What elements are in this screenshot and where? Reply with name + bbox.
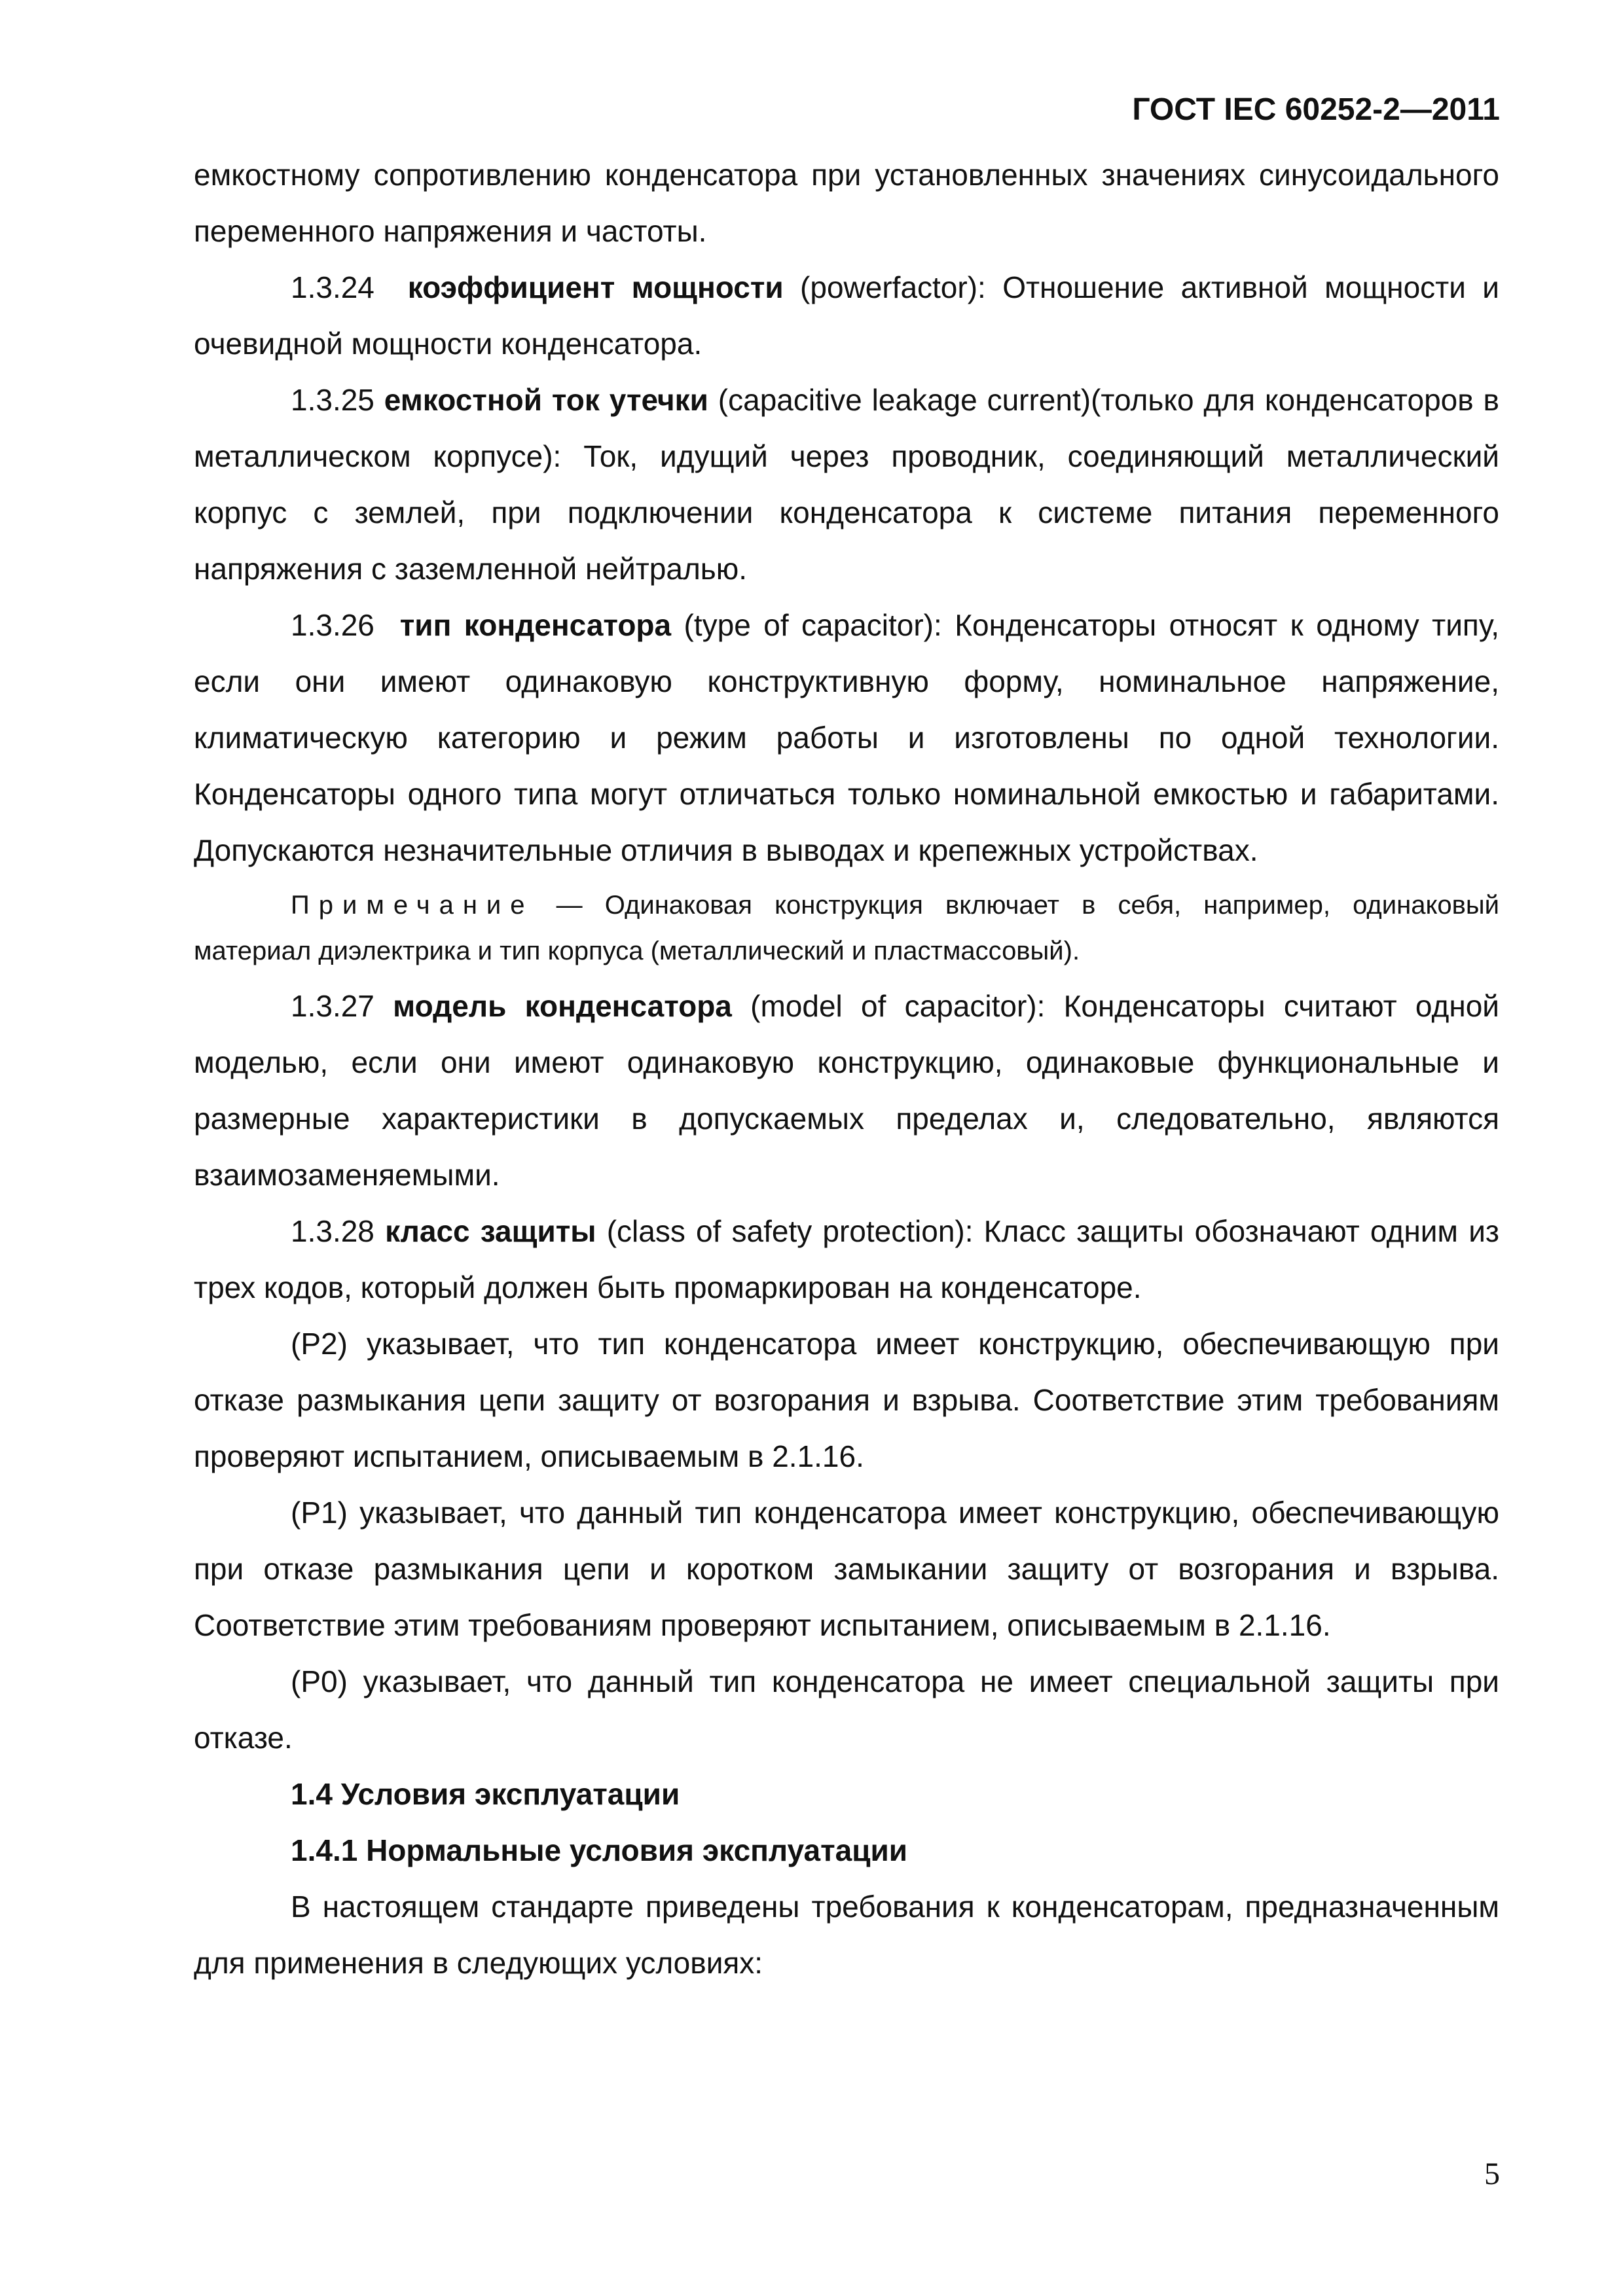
definition-text: (class of safety protection): Класс защиты обозначают одним из трех кодов, который должен быть промаркирован на конденсаторе. xyxy=(194,1214,1499,1304)
clause-number: 1.3.28 xyxy=(291,1214,374,1248)
clause-number: 1.3.24 xyxy=(291,270,374,304)
defined-term: тип конденсатора xyxy=(399,608,672,642)
paragraph-conditions-intro: В настоящем стандарте приведены требования к конденсаторам, предназначенным для применения в следующих условиях: xyxy=(194,1890,1499,1980)
note-text: — Одинаковая конструкция включает в себя, например, одинаковый материал диэлектрика и тип корпуса (металлический и пластмассовый). xyxy=(194,891,1499,965)
note-label: Примечание xyxy=(291,891,534,920)
definition-1-3-26 xyxy=(194,597,1499,878)
document-header: ГОСТ IEC 60252-2—2011 xyxy=(1132,92,1500,127)
definition-1-3-27 xyxy=(194,978,1499,1203)
page-number: 5 xyxy=(1484,2157,1500,2191)
defined-term: модель конденсатора xyxy=(393,989,732,1023)
definition-1-3-24 xyxy=(194,259,1499,372)
section-heading-1-4: 1.4 Условия эксплуатации xyxy=(291,1777,680,1811)
defined-term: класс защиты xyxy=(385,1214,596,1248)
definition-1-3-25 xyxy=(194,372,1499,597)
definition-text: (capacitive leakage current)(только для конденсаторов в металлическом корпусе): Ток, идущий через проводник, соединяющий металлический корпус с землей, при подключении конденсатора к системе питания переменного напряжения с заземленной нейтралью. xyxy=(194,383,1499,586)
section-heading-1-4-1: 1.4.1 Нормальные условия эксплуатации xyxy=(291,1833,908,1867)
definition-text: (model of capacitor): Конденсаторы считают одной моделью, если они имеют одинаковую конструкцию, одинаковые функциональные и размерные характеристики в допускаемых пределах и, следовательно, являются взаимозаменяемыми. xyxy=(194,989,1499,1192)
defined-term: емкостной ток утечки xyxy=(384,383,708,417)
note xyxy=(194,882,1499,974)
clause-number: 1.3.27 xyxy=(291,989,374,1023)
defined-term: коэффициент мощности xyxy=(407,270,784,304)
document-body xyxy=(194,147,1499,1991)
definition-text: (type of capacitor): Конденсаторы относят к одному типу, если они имеют одинаковую конструктивную форму, номинальное напряжение, климатическую категорию и режим работы и изготовлены по одной технологии. Конденсаторы одного типа могут отличаться только номинальной емкостью и габаритами. Допускаются незначительные отличия в выводах и крепежных устройствах. xyxy=(194,608,1500,867)
definition-1-3-28 xyxy=(194,1203,1499,1316)
protection-class-p0: (P0) указывает, что данный тип конденсатора не имеет специальной защиты при отказе. xyxy=(194,1664,1499,1755)
paragraph-continuation: емкостному сопротивлению конденсатора при установленных значениях синусоидального переменного напряжения и частоты. xyxy=(194,158,1499,248)
protection-class-p2: (P2) указывает, что тип конденсатора имеет конструкцию, обеспечивающую при отказе размыкания цепи защиту от возгорания и взрыва. Соответствие этим требованиям проверяют испытанием, описываемым в 2.1.16. xyxy=(194,1327,1499,1473)
clause-number: 1.3.26 xyxy=(291,608,374,642)
clause-number: 1.3.25 xyxy=(291,383,374,417)
definition-text: (powerfactor): Отношение активной мощности и очевидной мощности конденсатора. xyxy=(194,270,1500,361)
protection-class-p1: (P1) указывает, что данный тип конденсатора имеет конструкцию, обеспечивающую при отказе размыкания цепи и коротком замыкании защиту от возгорания и взрыва. Соответствие этим требованиям проверяют испытанием, описываемым в 2.1.16. xyxy=(194,1496,1499,1642)
